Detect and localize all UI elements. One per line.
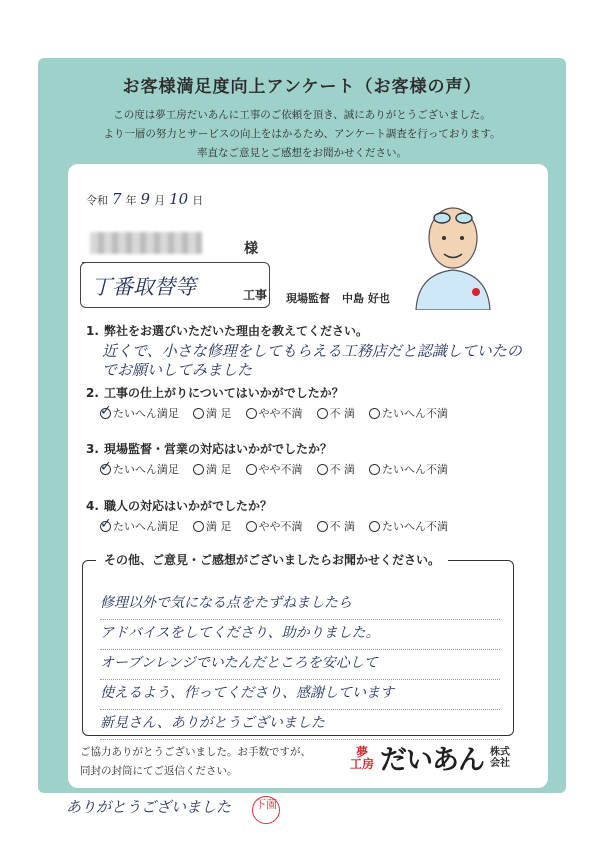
option-somewhat-dissatisfied[interactable] bbox=[246, 518, 303, 534]
option-label: 満 足 bbox=[206, 520, 232, 533]
question-number: 2. bbox=[86, 386, 99, 400]
logo-mark-top: 夢 bbox=[356, 744, 369, 759]
option-very-satisfied[interactable] bbox=[100, 402, 179, 421]
option-label: やや不満 bbox=[258, 407, 303, 420]
comment-lines bbox=[100, 590, 500, 740]
option-label: たいへん不満 bbox=[382, 520, 448, 533]
era-label: 令和 bbox=[86, 194, 108, 207]
comment-line: 新見さん、ありがとうございました bbox=[100, 710, 500, 740]
survey-header bbox=[38, 72, 566, 163]
circle-icon bbox=[369, 521, 380, 532]
question-1 bbox=[86, 322, 368, 339]
survey-title: お客様満足度向上アンケート（お客様の声） bbox=[122, 77, 482, 97]
option-very-dissatisfied[interactable] bbox=[369, 461, 448, 477]
date-row bbox=[86, 190, 203, 208]
circle-icon bbox=[193, 521, 204, 532]
circle-icon bbox=[317, 521, 328, 532]
question-text: 工事の仕上がりについてはいかがでしたか？ bbox=[104, 386, 344, 400]
question-text: 職人の対応はいかがでしたか？ bbox=[104, 499, 273, 513]
option-label: やや不満 bbox=[258, 520, 303, 533]
option-very-satisfied[interactable] bbox=[100, 458, 179, 477]
option-label: たいへん満足 bbox=[113, 463, 179, 476]
day-value: 10 bbox=[169, 190, 189, 208]
company-logo bbox=[350, 738, 510, 777]
option-label: 満 足 bbox=[206, 463, 232, 476]
supervisor-avatar bbox=[408, 198, 498, 310]
intro-line: より一層の努力とサービスの向上をはかるため、アンケート調査を行っております。 bbox=[103, 128, 501, 140]
intro-line: 率直なご意見とご感想をお聞かせください。 bbox=[197, 147, 407, 159]
question-3 bbox=[86, 440, 332, 457]
supervisor-label: 現場監督 bbox=[286, 292, 330, 305]
option-label: 満 足 bbox=[206, 407, 232, 420]
check-mark-icon: ✓ bbox=[100, 458, 112, 475]
option-dissatisfied[interactable] bbox=[317, 461, 356, 477]
option-label: 不 満 bbox=[329, 407, 355, 420]
circle-icon bbox=[100, 458, 112, 475]
options-q4 bbox=[100, 515, 448, 534]
circle-icon bbox=[369, 464, 380, 475]
redacted-name bbox=[90, 232, 202, 254]
name-suffix: 様 bbox=[244, 241, 258, 257]
answer-1-handwritten: 近くで、小さな修理をしてもらえる工務店だと認識していたのでお願いしてみました bbox=[102, 342, 522, 379]
option-somewhat-dissatisfied[interactable] bbox=[246, 405, 303, 421]
intro-line: この度は夢工房だいあんに工事のご依頼を頂き、誠にありがとうございました。 bbox=[113, 109, 491, 121]
options-q2 bbox=[100, 402, 448, 421]
thanks-message bbox=[80, 743, 311, 781]
option-satisfied[interactable] bbox=[193, 518, 232, 534]
work-type-value: 丁番取替等 bbox=[91, 275, 196, 299]
logo-main-text: だいあん bbox=[380, 745, 485, 776]
option-very-dissatisfied[interactable] bbox=[369, 405, 448, 421]
circle-icon bbox=[193, 408, 204, 419]
work-suffix: 工事 bbox=[242, 288, 267, 302]
comment-line: 修理以外で気になる点をたずねましたら bbox=[100, 590, 500, 620]
circle-icon bbox=[100, 515, 112, 532]
question-text: 弊社をお選びいただいた理由を教えてください。 bbox=[104, 324, 369, 338]
logo-sub-top: 株式 bbox=[490, 746, 511, 758]
handwritten-thanks: ありがとうございました bbox=[66, 798, 232, 816]
day-label: 日 bbox=[192, 194, 204, 207]
circle-icon bbox=[246, 464, 257, 475]
check-mark-icon: ✓ bbox=[100, 515, 112, 532]
option-label: たいへん不満 bbox=[382, 463, 448, 476]
option-somewhat-dissatisfied[interactable] bbox=[246, 461, 303, 477]
circle-icon bbox=[100, 402, 112, 419]
year-label: 年 bbox=[125, 194, 137, 207]
circle-icon bbox=[193, 464, 204, 475]
option-label: たいへん不満 bbox=[382, 407, 448, 420]
circle-icon bbox=[246, 521, 257, 532]
comment-heading: その他、ご意見・ご感想がございましたらお聞かせください。 bbox=[96, 551, 448, 568]
option-label: やや不満 bbox=[258, 463, 303, 476]
circle-icon bbox=[317, 408, 328, 419]
option-satisfied[interactable] bbox=[193, 405, 232, 421]
option-very-satisfied[interactable] bbox=[100, 515, 179, 534]
option-dissatisfied[interactable] bbox=[317, 518, 356, 534]
month-value: 9 bbox=[140, 190, 151, 208]
question-number: 4. bbox=[86, 499, 99, 513]
work-type-field bbox=[80, 262, 270, 308]
question-text: 現場監督・営業の対応はいかがでしたか？ bbox=[104, 442, 333, 456]
year-value: 7 bbox=[112, 190, 122, 208]
comment-line: アドバイスをしてくださり、助かりました。 bbox=[100, 620, 500, 650]
supervisor-info bbox=[286, 290, 390, 306]
option-label: 不 満 bbox=[329, 520, 355, 533]
logo-sub-bottom: 会社 bbox=[490, 757, 511, 769]
supervisor-name: 中島 好也 bbox=[342, 292, 390, 305]
option-label: 不 満 bbox=[329, 463, 355, 476]
options-q3 bbox=[100, 458, 448, 477]
option-very-dissatisfied[interactable] bbox=[369, 518, 448, 534]
option-dissatisfied[interactable] bbox=[317, 405, 356, 421]
question-number: 1. bbox=[86, 324, 99, 338]
circle-icon bbox=[317, 464, 328, 475]
name-stamp: 下薗 bbox=[252, 796, 280, 824]
question-number: 3. bbox=[86, 442, 99, 456]
check-mark-icon: ✓ bbox=[100, 402, 112, 419]
month-label: 月 bbox=[154, 194, 166, 207]
comment-line: オーブンレンジでいたんだところを安心して bbox=[100, 650, 500, 680]
thanks-line: 同封の封筒にてご返信ください。 bbox=[80, 765, 238, 777]
logo-mark-bottom: 工房 bbox=[350, 756, 375, 771]
logo-mark bbox=[350, 746, 374, 770]
question-2 bbox=[86, 384, 344, 401]
question-4 bbox=[86, 497, 272, 514]
comment-line: 使えるよう、作ってくださり、感謝しています bbox=[100, 680, 500, 710]
thanks-line: ご協力ありがとうございました。お手数ですが、 bbox=[80, 746, 311, 758]
circle-icon bbox=[246, 408, 257, 419]
customer-name-field bbox=[82, 228, 264, 263]
option-label: たいへん満足 bbox=[113, 407, 179, 420]
option-satisfied[interactable] bbox=[193, 461, 232, 477]
option-label: たいへん満足 bbox=[113, 520, 179, 533]
logo-sub bbox=[490, 747, 510, 769]
circle-icon bbox=[369, 408, 380, 419]
